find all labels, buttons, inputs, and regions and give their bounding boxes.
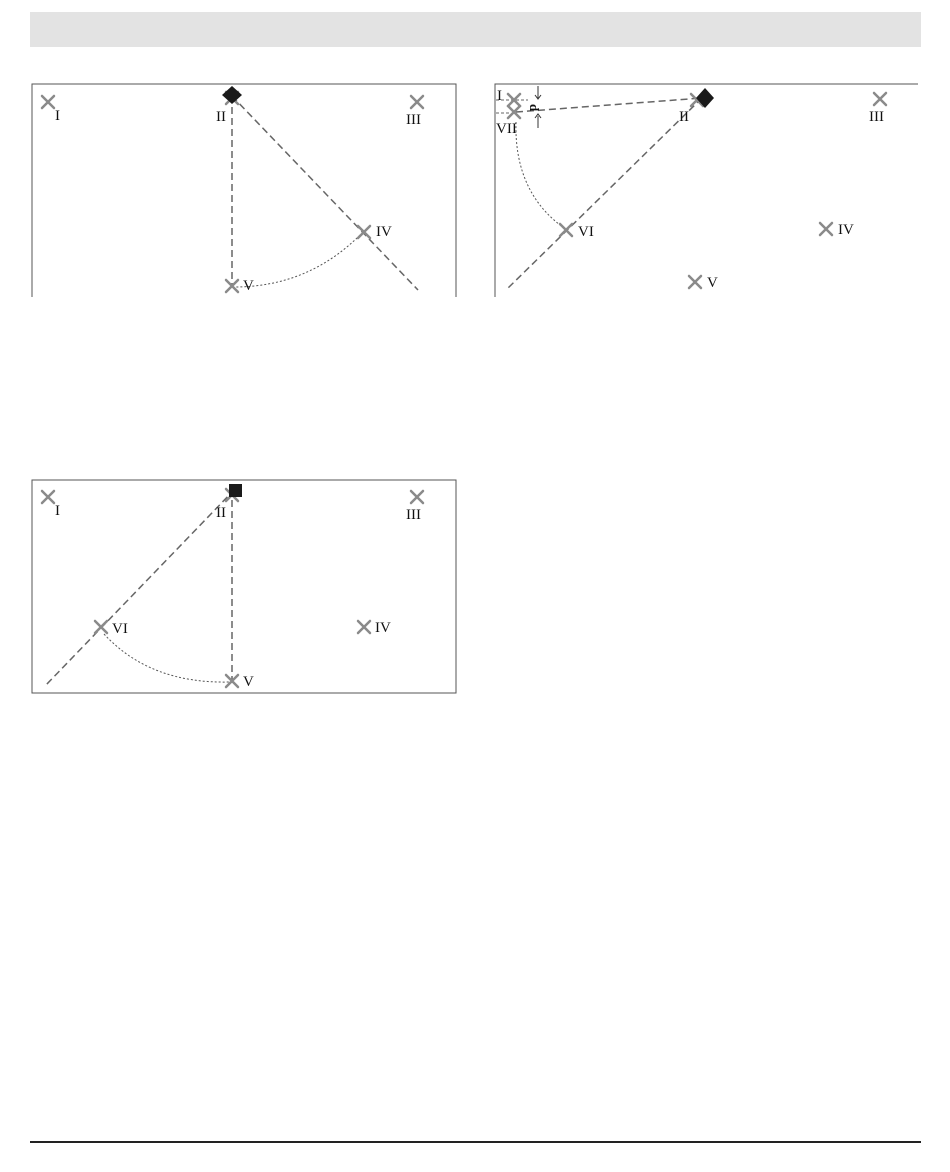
label-iii: III (406, 112, 421, 128)
diamond-marker-icon (222, 86, 242, 104)
label-i: I (55, 503, 60, 519)
label-v: V (243, 674, 254, 690)
label-iii: III (406, 507, 421, 523)
cross-i (42, 96, 54, 108)
diagonal-dashed-line (232, 96, 418, 290)
cross-v (226, 280, 238, 292)
cross-iii (874, 93, 886, 105)
figure-a-diagram (30, 82, 458, 300)
label-vi: VI (112, 621, 128, 637)
cross-iv (820, 223, 832, 235)
label-iv: IV (838, 222, 854, 238)
cross-i (42, 491, 54, 503)
distance-label-d: d (527, 104, 542, 112)
cross-iv (358, 621, 370, 633)
diagonal-dashed-line (46, 489, 235, 685)
footer-rule (30, 1141, 921, 1143)
label-ii: II (216, 109, 226, 125)
cross-iii (411, 96, 423, 108)
figure-c-diagram (30, 479, 458, 695)
label-i: I (497, 88, 502, 104)
dashed-line-vii-ii (516, 98, 702, 112)
label-v: V (707, 275, 718, 291)
cross-vi (560, 224, 572, 236)
label-v: V (243, 278, 254, 294)
cross-iv (358, 226, 370, 238)
diagonal-dashed-line (506, 98, 702, 290)
frame (32, 84, 456, 297)
rotation-arc (104, 634, 230, 682)
figure-c (30, 479, 458, 695)
label-vii: VII (496, 121, 517, 137)
square-marker-icon (229, 484, 242, 497)
label-iv: IV (375, 620, 391, 636)
label-iv: IV (376, 224, 392, 240)
cross-vi (95, 621, 107, 633)
frame (32, 480, 456, 693)
label-vi: VI (578, 224, 594, 240)
label-iii: III (869, 109, 884, 125)
header-bar (30, 12, 921, 47)
diamond-marker-icon (696, 88, 714, 108)
label-ii: II (679, 109, 689, 125)
figure-b-diagram (492, 82, 920, 300)
cross-v (689, 276, 701, 288)
label-i: I (55, 108, 60, 124)
cross-iii (411, 491, 423, 503)
figure-a (30, 82, 458, 300)
rotation-arc (516, 122, 564, 228)
figure-b (492, 82, 920, 300)
label-ii: II (216, 505, 226, 521)
frame (495, 84, 918, 297)
